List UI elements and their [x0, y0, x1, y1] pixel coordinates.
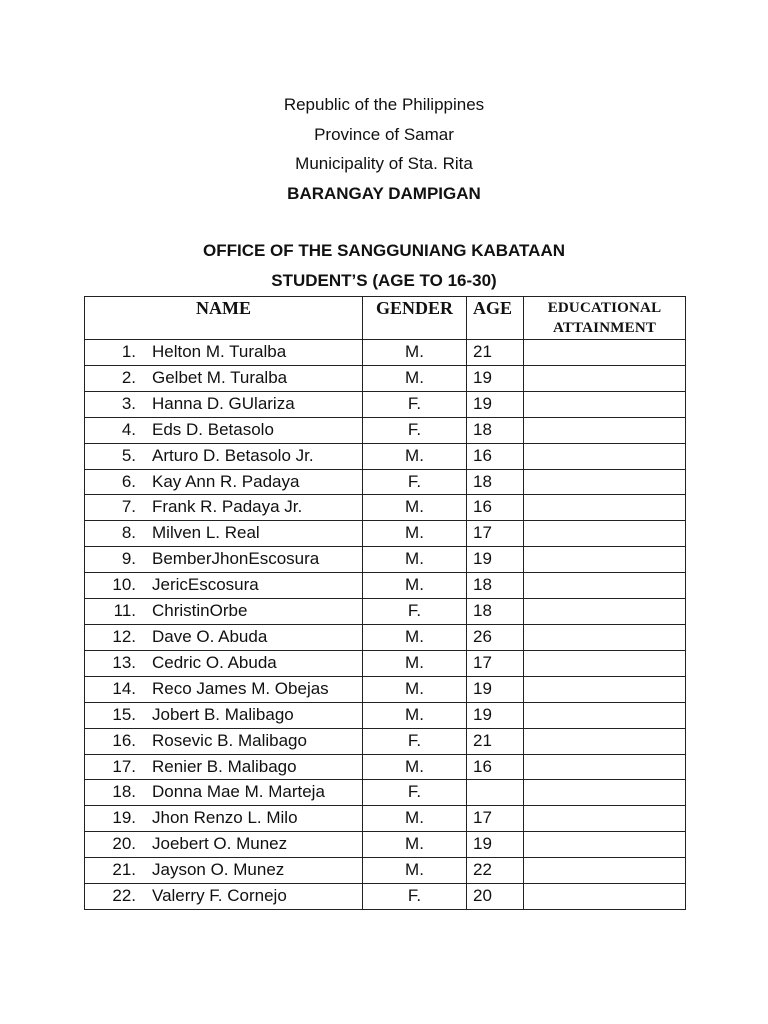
row-number: 12.: [112, 626, 136, 646]
table-row: [85, 495, 686, 521]
cell-name: [85, 443, 363, 469]
cell-age: 18: [467, 599, 524, 625]
cell-gender: M.: [363, 702, 467, 728]
row-number: 4.: [121, 419, 136, 439]
cell-age: [467, 780, 524, 806]
table-row: [85, 391, 686, 417]
cell-education: [524, 573, 686, 599]
table-body: [85, 340, 686, 910]
document-header: [0, 90, 768, 208]
cell-age: 19: [467, 365, 524, 391]
cell-age: 19: [467, 547, 524, 573]
cell-education: [524, 495, 686, 521]
cell-age: 19: [467, 702, 524, 728]
table-row: [85, 884, 686, 910]
row-number: 9.: [121, 549, 136, 569]
student-name: Reco James M. Obejas: [152, 678, 329, 698]
cell-age: 21: [467, 340, 524, 366]
cell-name: [85, 469, 363, 495]
header-barangay: BARANGAY DAMPIGAN: [287, 183, 481, 203]
row-number: 19.: [112, 808, 136, 828]
cell-name: [85, 754, 363, 780]
table-row: [85, 599, 686, 625]
cell-age: 16: [467, 754, 524, 780]
column-header-name: NAME: [85, 297, 363, 340]
student-name: Joebert O. Munez: [152, 834, 288, 854]
cell-name: [85, 340, 363, 366]
cell-education: [524, 365, 686, 391]
cell-gender: F.: [363, 417, 467, 443]
table-row: [85, 340, 686, 366]
cell-education: [524, 521, 686, 547]
student-name: Dave O. Abuda: [152, 626, 268, 646]
table-row: [85, 858, 686, 884]
cell-education: [524, 728, 686, 754]
cell-education: [524, 780, 686, 806]
student-name: Rosevic B. Malibago: [152, 730, 307, 750]
table-row: [85, 728, 686, 754]
office-title: OFFICE OF THE SANGGUNIANG KABATAAN: [202, 241, 566, 260]
cell-name: [85, 547, 363, 573]
cell-name: [85, 728, 363, 754]
student-name: Gelbet M. Turalba: [152, 367, 288, 387]
student-name: Hanna D. GUlariza: [152, 393, 295, 413]
cell-age: 22: [467, 858, 524, 884]
row-number: 16.: [112, 730, 136, 750]
student-name: Arturo D. Betasolo Jr.: [152, 445, 314, 465]
cell-gender: F.: [363, 391, 467, 417]
row-number: 18.: [112, 782, 136, 802]
student-name: ChristinOrbe: [152, 601, 248, 621]
cell-name: [85, 521, 363, 547]
row-number: 17.: [112, 756, 136, 776]
cell-education: [524, 443, 686, 469]
cell-education: [524, 676, 686, 702]
cell-gender: F.: [363, 728, 467, 754]
cell-gender: M.: [363, 547, 467, 573]
table-row: [85, 547, 686, 573]
table-row: [85, 754, 686, 780]
student-name: Frank R. Padaya Jr.: [152, 497, 303, 517]
column-header-age: AGE: [467, 297, 524, 340]
cell-gender: F.: [363, 884, 467, 910]
cell-name: [85, 806, 363, 832]
cell-gender: M.: [363, 365, 467, 391]
row-number: 7.: [121, 497, 136, 517]
table-row: [85, 780, 686, 806]
header-municipality: Municipality of Sta. Rita: [295, 154, 473, 173]
cell-gender: M.: [363, 624, 467, 650]
cell-gender: M.: [363, 832, 467, 858]
cell-gender: M.: [363, 806, 467, 832]
row-number: 3.: [121, 393, 136, 413]
cell-education: [524, 340, 686, 366]
table-row: [85, 832, 686, 858]
office-subtitle: STUDENT’S (AGE TO 16-30): [271, 270, 497, 290]
cell-education: [524, 806, 686, 832]
table-row: [85, 417, 686, 443]
cell-name: [85, 599, 363, 625]
cell-age: 18: [467, 573, 524, 599]
column-header-education-line1: EDUCATIONAL: [547, 300, 662, 316]
student-name: Valerry F. Cornejo: [152, 886, 287, 906]
student-name: Renier B. Malibago: [152, 756, 297, 776]
cell-gender: F.: [363, 599, 467, 625]
table-row: [85, 365, 686, 391]
table-row: [85, 806, 686, 832]
row-number: 13.: [112, 652, 136, 672]
cell-name: [85, 365, 363, 391]
cell-education: [524, 884, 686, 910]
cell-age: 18: [467, 469, 524, 495]
cell-age: 16: [467, 495, 524, 521]
cell-gender: M.: [363, 676, 467, 702]
cell-name: [85, 391, 363, 417]
student-name: Milven L. Real: [152, 523, 260, 543]
header-province: Province of Samar: [314, 124, 454, 144]
cell-age: 26: [467, 624, 524, 650]
cell-gender: M.: [363, 650, 467, 676]
cell-education: [524, 417, 686, 443]
column-header-education-line2: ATTAINMENT: [552, 320, 657, 336]
cell-education: [524, 624, 686, 650]
cell-name: [85, 884, 363, 910]
cell-name: [85, 417, 363, 443]
cell-name: [85, 573, 363, 599]
student-name: JericEscosura: [152, 575, 259, 595]
student-table: [84, 296, 686, 910]
cell-age: 17: [467, 521, 524, 547]
row-number: 11.: [113, 601, 136, 621]
office-heading: [0, 236, 768, 295]
table-row: [85, 624, 686, 650]
student-name: Eds D. Betasolo: [152, 419, 274, 439]
student-name: BemberJhonEscosura: [152, 549, 320, 569]
cell-age: 17: [467, 650, 524, 676]
header-country: Republic of the Philippines: [283, 95, 485, 114]
column-header-education: [524, 297, 686, 340]
cell-age: 16: [467, 443, 524, 469]
cell-gender: M.: [363, 754, 467, 780]
cell-education: [524, 832, 686, 858]
row-number: 8.: [121, 523, 136, 543]
cell-age: 20: [467, 884, 524, 910]
table-row: [85, 521, 686, 547]
cell-age: 18: [467, 417, 524, 443]
cell-age: 21: [467, 728, 524, 754]
cell-gender: F.: [363, 780, 467, 806]
cell-education: [524, 599, 686, 625]
table-row: [85, 702, 686, 728]
cell-name: [85, 832, 363, 858]
row-number: 1.: [121, 342, 136, 361]
row-number: 20.: [112, 834, 136, 854]
cell-gender: M.: [363, 573, 467, 599]
cell-age: 19: [467, 676, 524, 702]
row-number: 2.: [121, 367, 136, 387]
student-name: Jayson O. Munez: [152, 860, 285, 880]
student-name: Cedric O. Abuda: [152, 652, 277, 672]
column-header-gender: GENDER: [363, 297, 467, 340]
row-number: 21.: [112, 860, 136, 880]
cell-gender: M.: [363, 443, 467, 469]
cell-name: [85, 780, 363, 806]
cell-education: [524, 469, 686, 495]
row-number: 6.: [121, 471, 136, 491]
cell-name: [85, 858, 363, 884]
cell-gender: F.: [363, 469, 467, 495]
cell-education: [524, 754, 686, 780]
cell-age: 17: [467, 806, 524, 832]
cell-gender: M.: [363, 340, 467, 366]
row-number: 15.: [112, 704, 136, 724]
cell-education: [524, 858, 686, 884]
cell-age: 19: [467, 832, 524, 858]
cell-gender: M.: [363, 858, 467, 884]
cell-name: [85, 702, 363, 728]
student-name: Jhon Renzo L. Milo: [152, 808, 298, 828]
student-name: Jobert B. Malibago: [152, 704, 294, 724]
cell-education: [524, 650, 686, 676]
cell-education: [524, 547, 686, 573]
cell-name: [85, 624, 363, 650]
row-number: 10.: [112, 575, 136, 595]
cell-gender: M.: [363, 495, 467, 521]
cell-gender: M.: [363, 521, 467, 547]
row-number: 22.: [112, 886, 136, 906]
table-row: [85, 469, 686, 495]
student-name: Kay Ann R. Padaya: [152, 471, 300, 491]
cell-age: 19: [467, 391, 524, 417]
table-row: [85, 650, 686, 676]
cell-name: [85, 676, 363, 702]
cell-name: [85, 495, 363, 521]
cell-education: [524, 702, 686, 728]
table-row: [85, 573, 686, 599]
table-header-row: [85, 297, 686, 340]
student-name: Donna Mae M. Marteja: [152, 782, 325, 802]
row-number: 5.: [121, 445, 136, 465]
table-row: [85, 443, 686, 469]
student-name: Helton M. Turalba: [152, 342, 287, 361]
cell-education: [524, 391, 686, 417]
cell-name: [85, 650, 363, 676]
row-number: 14.: [112, 678, 136, 698]
table-row: [85, 676, 686, 702]
